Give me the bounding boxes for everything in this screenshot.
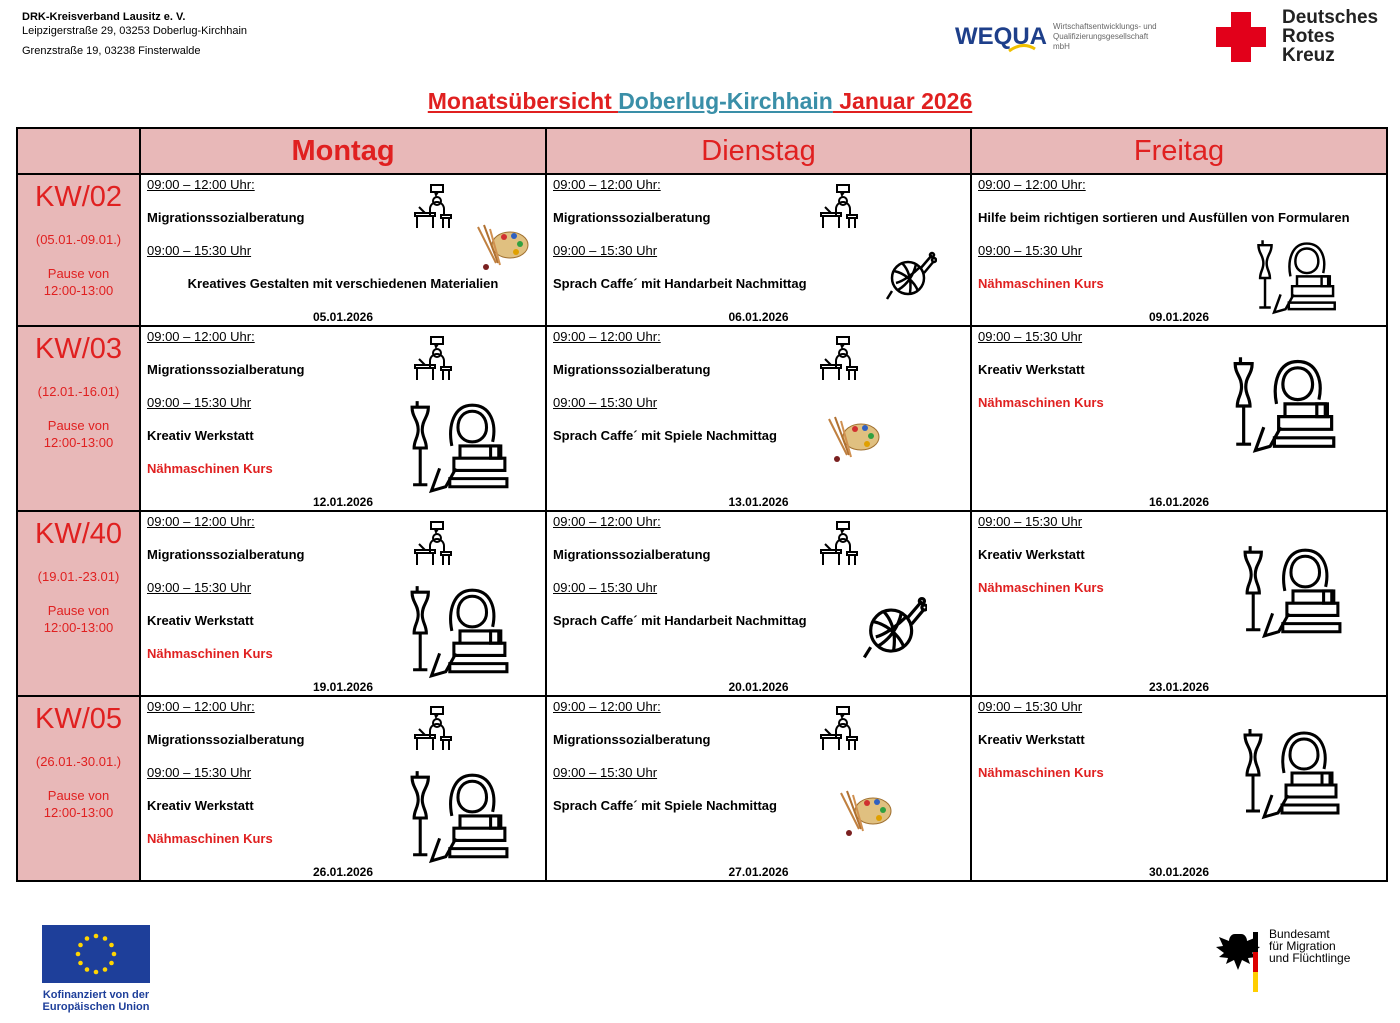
time-slot: 09:00 – 15:30 Uhr <box>147 765 252 780</box>
week-label-cell <box>17 174 140 326</box>
yarn-ball-icon <box>885 251 937 301</box>
page-title <box>0 88 1400 115</box>
activity: Migrationssozialberatung <box>553 210 711 225</box>
week-range: (12.01.-16.01) <box>37 384 120 399</box>
consultation-icon <box>817 520 865 568</box>
schedule-table <box>16 127 1388 882</box>
org-address-1: Leipzigerstraße 29, 03253 Doberlug-Kirchhain <box>22 25 248 37</box>
title-month: Januar 2026 <box>832 88 973 114</box>
organization-address <box>22 10 247 58</box>
week-label-cell <box>17 326 140 511</box>
time-slot: 09:00 – 12:00 Uhr: <box>978 177 1086 192</box>
time-slot: 09:00 – 15:30 Uhr <box>147 580 252 595</box>
wequa-swoosh-icon <box>1007 43 1037 55</box>
bamf-line1: Bundesamt <box>1269 927 1330 941</box>
day-cell <box>546 174 971 326</box>
time-slot: 09:00 – 12:00 Uhr: <box>147 699 255 714</box>
eu-caption-1: Kofinanziert von der <box>42 989 150 1001</box>
week-label-cell <box>17 511 140 696</box>
time-slot: 09:00 – 15:30 Uhr <box>553 580 658 595</box>
consultation-icon <box>411 183 459 231</box>
week-row <box>17 174 1387 326</box>
red-cross-icon <box>1212 8 1270 66</box>
week-row <box>17 696 1387 881</box>
date-label: 20.01.2026 <box>728 680 789 694</box>
date-label: 16.01.2026 <box>1148 495 1210 509</box>
time-slot: 09:00 – 15:30 Uhr <box>978 243 1083 258</box>
activity: Migrationssozialberatung <box>553 547 711 562</box>
activity-highlight: Nähmaschinen Kurs <box>978 765 1104 780</box>
sewing-machine-icon <box>1232 353 1338 459</box>
painting-palette-icon <box>471 223 533 273</box>
time-slot: 09:00 – 15:30 Uhr <box>553 395 658 410</box>
date-label: 26.01.2026 <box>312 865 374 879</box>
activity-highlight: Nähmaschinen Kurs <box>147 461 273 476</box>
consultation-icon <box>817 183 865 231</box>
consultation-icon <box>411 705 459 753</box>
activity: Migrationssozialberatung <box>553 362 711 377</box>
activity: Migrationssozialberatung <box>553 732 711 747</box>
sewing-machine-icon <box>1242 725 1342 825</box>
week-number: KW/02 <box>34 181 123 213</box>
week-label-cell <box>17 696 140 881</box>
day-header-montag: Montag <box>140 128 546 174</box>
org-address-2: Grenzstraße 19, 03238 Finsterwalde <box>22 45 201 57</box>
time-slot: 09:00 – 15:30 Uhr <box>978 329 1083 344</box>
sewing-machine-icon <box>1242 542 1344 644</box>
activity: Sprach Caffe´ mit Spiele Nachmittag <box>553 798 777 813</box>
day-cell <box>546 326 971 511</box>
time-slot: 09:00 – 12:00 Uhr: <box>553 514 661 529</box>
date-label: 12.01.2026 <box>312 495 374 509</box>
activity: Kreativ Werkstatt <box>978 732 1085 747</box>
activity-highlight: Nähmaschinen Kurs <box>978 395 1104 410</box>
activity: Kreatives Gestalten mit verschiedenen Materialien <box>187 276 499 291</box>
week-range: (05.01.-09.01.) <box>35 232 122 247</box>
day-cell <box>971 174 1387 326</box>
consultation-icon <box>411 520 459 568</box>
week-number: KW/40 <box>34 518 123 550</box>
time-slot: 09:00 – 12:00 Uhr: <box>553 699 661 714</box>
painting-palette-icon <box>833 789 897 839</box>
eu-stars-icon <box>42 925 150 983</box>
activity: Kreativ Werkstatt <box>147 428 254 443</box>
sewing-machine-icon <box>409 397 511 499</box>
date-label: 27.01.2026 <box>728 865 789 879</box>
title-part1: Monatsübersicht <box>427 88 619 114</box>
time-slot: 09:00 – 12:00 Uhr: <box>553 177 661 192</box>
title-location: Doberlug-Kirchhain <box>618 88 833 114</box>
day-cell <box>971 511 1387 696</box>
week-range: (19.01.-23.01) <box>37 569 120 584</box>
wequa-logo <box>955 22 1163 52</box>
activity: Migrationssozialberatung <box>147 732 305 747</box>
date-label: 23.01.2026 <box>1148 680 1210 694</box>
date-label: 30.01.2026 <box>1148 865 1210 879</box>
day-cell <box>140 174 546 326</box>
activity-highlight: Nähmaschinen Kurs <box>978 276 1104 291</box>
sewing-machine-icon <box>1256 237 1338 319</box>
drk-wordmark <box>1282 8 1378 65</box>
day-cell <box>140 696 546 881</box>
yarn-ball-icon <box>863 596 927 660</box>
drk-logo <box>1212 8 1378 66</box>
time-slot: 09:00 – 15:30 Uhr <box>553 765 658 780</box>
date-label: 13.01.2026 <box>728 495 789 509</box>
sewing-machine-icon <box>409 767 511 869</box>
time-slot: 09:00 – 15:30 Uhr <box>553 243 658 258</box>
time-slot: 09:00 – 12:00 Uhr: <box>147 514 255 529</box>
bamf-logo <box>1215 928 1350 994</box>
day-cell <box>546 696 971 881</box>
week-row <box>17 511 1387 696</box>
day-header-freitag: Freitag <box>971 128 1387 174</box>
date-label: 19.01.2026 <box>312 680 374 694</box>
activity-highlight: Nähmaschinen Kurs <box>978 580 1104 595</box>
bamf-line3: und Flüchtlinge <box>1269 951 1351 965</box>
day-cell <box>140 511 546 696</box>
sewing-machine-icon <box>409 582 511 684</box>
drk-line3: Kreuz <box>1282 45 1335 66</box>
date-label: 05.01.2026 <box>312 310 374 324</box>
week-row <box>17 326 1387 511</box>
week-number: KW/03 <box>34 333 123 365</box>
activity: Sprach Caffe´ mit Spiele Nachmittag <box>553 428 777 443</box>
day-cell <box>971 326 1387 511</box>
org-name: DRK-Kreisverband Lausitz e. V. <box>22 11 186 23</box>
consultation-icon <box>817 335 865 383</box>
eu-flag-icon <box>42 925 150 983</box>
activity: Kreativ Werkstatt <box>147 798 254 813</box>
time-slot: 09:00 – 15:30 Uhr <box>147 243 252 258</box>
time-slot: 09:00 – 12:00 Uhr: <box>147 177 255 192</box>
activity: Migrationssozialberatung <box>147 210 305 225</box>
time-slot: 09:00 – 15:30 Uhr <box>978 699 1083 714</box>
date-label: 09.01.2026 <box>1148 310 1210 324</box>
consultation-icon <box>817 705 865 753</box>
activity: Migrationssozialberatung <box>147 547 305 562</box>
activity-highlight: Nähmaschinen Kurs <box>147 831 273 846</box>
painting-palette-icon <box>821 415 885 465</box>
activity: Sprach Caffe´ mit Handarbeit Nachmittag <box>553 276 807 291</box>
day-header-dienstag: Dienstag <box>546 128 971 174</box>
wequa-wordmark: WEQUA <box>955 23 1047 51</box>
activity: Migrationssozialberatung <box>147 362 305 377</box>
drk-line1: Deutsches <box>1282 7 1379 28</box>
day-cell <box>546 511 971 696</box>
date-label: 06.01.2026 <box>728 310 789 324</box>
pause-note: Pause von 12:00-13:00 <box>43 603 114 635</box>
wequa-tagline: Wirtschaftsentwicklungs- und Qualifizierungsgesellschaft mbH <box>1053 22 1157 51</box>
consultation-icon <box>411 335 459 383</box>
week-number: KW/05 <box>34 703 123 735</box>
pause-note: Pause von 12:00-13:00 <box>43 788 114 820</box>
federal-eagle-icon <box>1215 928 1261 994</box>
drk-line2: Rotes <box>1282 26 1335 47</box>
pause-note: Pause von 12:00-13:00 <box>43 418 114 450</box>
activity: Kreativ Werkstatt <box>978 362 1085 377</box>
corner-cell <box>17 128 140 174</box>
time-slot: 09:00 – 15:30 Uhr <box>147 395 252 410</box>
eu-caption-2: Europäischen Union <box>42 1001 150 1013</box>
day-cell <box>140 326 546 511</box>
activity: Sprach Caffe´ mit Handarbeit Nachmittag <box>553 613 807 628</box>
activity: Kreativ Werkstatt <box>978 547 1085 562</box>
activity: Kreativ Werkstatt <box>147 613 254 628</box>
time-slot: 09:00 – 15:30 Uhr <box>978 514 1083 529</box>
bamf-line2: für Migration <box>1269 939 1336 953</box>
activity-highlight: Nähmaschinen Kurs <box>147 646 273 661</box>
eu-cofunding-logo <box>42 925 150 1013</box>
activity: Hilfe beim richtigen sortieren und Ausfüllen von Formularen <box>978 210 1350 225</box>
pause-note: Pause von 12:00-13:00 <box>43 266 114 298</box>
bamf-wordmark <box>1269 928 1350 994</box>
header-row <box>17 128 1387 174</box>
time-slot: 09:00 – 12:00 Uhr: <box>553 329 661 344</box>
week-range: (26.01.-30.01.) <box>35 754 122 769</box>
day-cell <box>971 696 1387 881</box>
time-slot: 09:00 – 12:00 Uhr: <box>147 329 255 344</box>
